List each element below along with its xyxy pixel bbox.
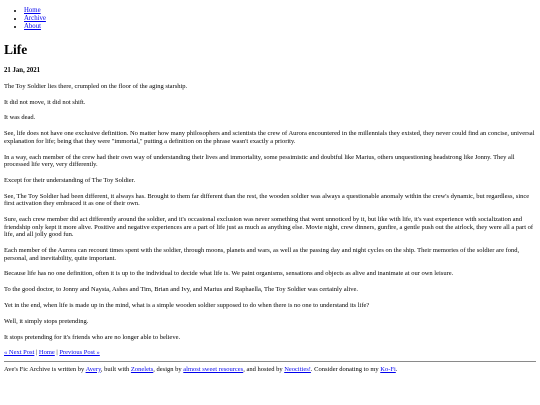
nav-item-archive	[24, 15, 536, 23]
paragraph: Because life has no one definition, often it is up to the individual to decide what life is. We paint organisms, sensations and objects as alive and inanimate at our own leisure.	[4, 270, 454, 278]
zonelets-link[interactable]: Zonelets	[130, 365, 154, 373]
footer-text: .	[395, 365, 398, 373]
post-date: 21 Jan, 2021	[4, 66, 41, 74]
nav-link-home[interactable]: Home	[24, 7, 41, 14]
paragraph: To the good doctor, to Jonny and Naysta, Ashes and Tim, Brian and Ivy, and Marius and Raphaella, The Toy Soldier was certainly alive.	[4, 286, 358, 294]
previous-post-link[interactable]: Previous Post »	[59, 349, 100, 357]
design-credit-link[interactable]: almost sweet resources	[183, 365, 244, 373]
paragraph: See, The Toy Soldier had been different, it always has. Brought to them far different than the rest, the wooden soldier was always a questionable anomaly within the crew's dynamic, but regardless, since first activation they embraced it as one of their own.	[4, 192, 530, 208]
paragraph: It was dead.	[4, 114, 36, 122]
footer-text: . Consider donating to my	[310, 365, 381, 373]
next-post-link[interactable]: « Next Post	[4, 349, 35, 357]
post-body	[4, 83, 536, 341]
nav-link-archive[interactable]: Archive	[24, 15, 46, 23]
paragraph: See, life does not have one exclusive definition. No matter how many philosophers and scientists the crew of Aurora encountered in the millennials they existed, they never could find an concise, universal explanation for life; being that they were "immortal," putting a definition on the phrase wasn't exactly a priority.	[4, 130, 535, 145]
paragraph: It did not move, it did not shift.	[4, 98, 86, 106]
paragraph: The Toy Soldier lies there, crumpled on the floor of the aging starship.	[4, 82, 188, 90]
footer-divider	[4, 361, 536, 362]
paragraph: It stops pretending for it's friends who are no longer able to believe.	[4, 333, 181, 341]
paragraph: Each member of the Aurora can recount times spent with the soldier, through moons, planets and wars, as well as the passing day and night cycles on the ship. Their memories of the soldier are fond, personal, and inevitability, quite important.	[4, 247, 520, 262]
paragraph: In a way, each member of the crew had their own way of understanding their lives and immortality, some pessimistic and doubtful like Marius, others unquestioning headstrong like Jonny. They all processed life very, very differently.	[4, 153, 515, 169]
separator: |	[54, 349, 60, 357]
footer-text: , built with	[100, 365, 131, 373]
kofi-link[interactable]: Ko-Fi	[380, 365, 396, 373]
separator: |	[34, 349, 39, 357]
post-title: Life	[4, 41, 28, 57]
footer	[4, 366, 536, 374]
nav-item-home	[24, 7, 536, 15]
footer-text: , design by	[153, 365, 184, 373]
nav-item-about	[24, 23, 536, 31]
post-navigation	[4, 349, 536, 357]
author-link[interactable]: Avery	[85, 365, 101, 373]
neocities-link[interactable]: Neocities!	[284, 365, 311, 373]
site-nav	[4, 7, 536, 32]
paragraph: Except for their understanding of The Toy Soldier.	[4, 176, 136, 184]
paragraph: Sure, each crew member did act differently around the soldier, and it's occasional exclusion was never something that went unnoticed by it, but like with life, it's vast experience with socialization and friendship only kept it more alive. Positive and negative experiences are a part of life just as much as anything else. Movie night, crew dinners, gunfire, a gentle push out the airlock, they were all a part of life, and all jolly good fun.	[4, 216, 534, 239]
paragraph: Well, it simply stops pretending.	[4, 317, 89, 325]
home-link[interactable]: Home	[38, 349, 55, 357]
footer-text: , and hosted by	[243, 365, 285, 373]
nav-link-about[interactable]: About	[24, 23, 41, 31]
paragraph: Yet in the end, when life is made up in the mind, what is a simple wooden soldier supposed to do when there is no one to understand its life?	[4, 301, 370, 309]
footer-text: Ave's Fic Archive is written by	[4, 365, 86, 373]
